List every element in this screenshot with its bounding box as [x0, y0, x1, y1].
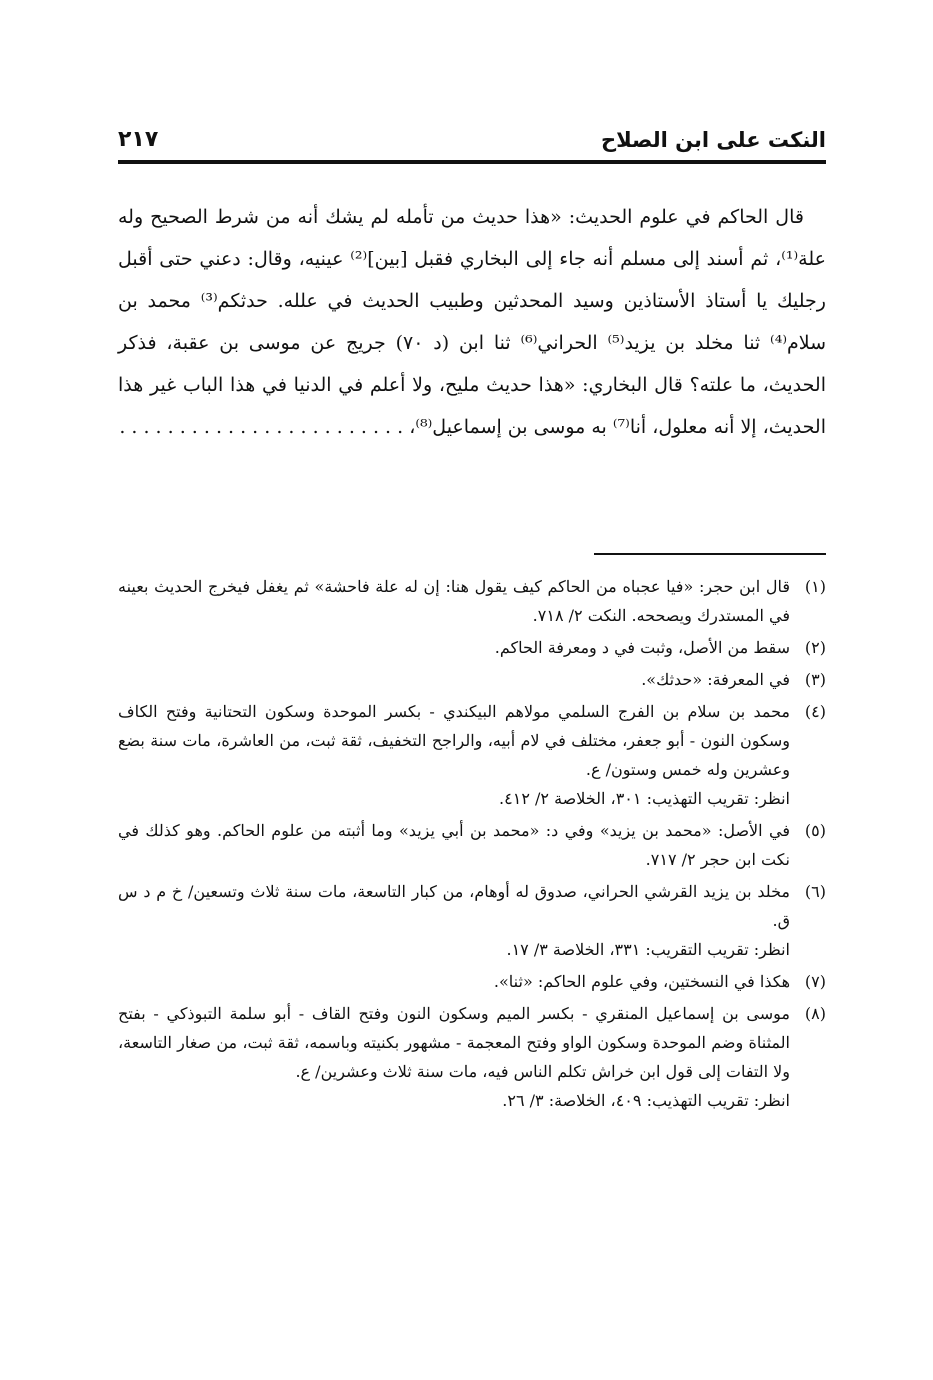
footnote-number: (٨) — [804, 1004, 826, 1023]
footnote-number: (٦) — [804, 882, 826, 901]
footnote-number: (٥) — [804, 821, 826, 840]
footnote-number: (١) — [804, 577, 826, 596]
footnote-reference: انظر: تقريب التهذيب: ٤٠٩، الخلاصة: ٣/ ٢٦. — [502, 1091, 790, 1110]
footnote-8 — [118, 999, 826, 1115]
footnote-separator — [594, 553, 826, 555]
footnote-number: (٢) — [804, 638, 826, 657]
footnotes-list — [118, 572, 826, 1118]
footnote-number: (٣) — [804, 670, 826, 689]
footnote-number: (٤) — [804, 702, 826, 721]
footnote-text: في الأصل: «محمد بن يزيد» وفي د: «محمد بن أبي يزيد» وما أثبته من علوم الحاكم. وهو كذلك في نكت ابن حجر ٢/ ٧١٧. — [118, 821, 791, 869]
footnote-text: في المعرفة: «حدثك». — [641, 670, 790, 689]
footnote-5 — [118, 816, 826, 874]
footnote-reference: انظر: تقريب التهذيب: ٣٠١، الخلاصة ٢/ ٤١٢. — [499, 789, 790, 808]
page-number: ٢١٧ — [118, 127, 159, 152]
footnote-7 — [118, 967, 826, 996]
main-paragraph: قال الحاكم في علوم الحديث: «هذا حديث من تأمله لم يشك أنه من شرط الصحيح وله علة⁽¹⁾، ثم أسند إلى مسلم أنه جاء إلى البخاري فقبل [بين]⁽²⁾ عينيه، وقال: دعني حتى أقبل رجليك يا أستاذ الأستاذين وسيد المحدثين وطبيب الحديث في علله. حدثكم⁽³⁾ محمد بن سلام⁽⁴⁾ ثنا مخلد بن يزيد⁽⁵⁾ الحراني⁽⁶⁾ ثنا ابن (د ٧٠) جريج عن موسى بن عقبة، فذكر الحديث، ما علته؟ قال البخاري: «هذا حديث مليح، ولا أعلم في الدنيا في هذا الباب غير هذا الحديث، إلا أنه معلول، أنا⁽⁷⁾ به موسى بن إسماعيل⁽⁸⁾، . . . . . . . . . . . . . . . . . . . . . . . . — [118, 206, 827, 438]
running-title: النكت على ابن الصلاح — [600, 128, 826, 152]
header-rule — [118, 160, 826, 164]
footnote-text: محمد بن سلام بن الفرج السلمي مولاهم البيكندي - بكسر الموحدة وسكون التحتانية وفتح الكاف وسكون النون - أبو جعفر، مختلف في لام أبيه، والراجح التخفيف، ثقة ثبت، من العاشرة، مات سنة بضع وعشرين وله خمس وستون/ ع. — [118, 702, 791, 779]
footnote-2 — [118, 633, 826, 662]
footnote-1 — [118, 572, 826, 630]
footnote-reference: انظر: تقريب التقريب: ٣٣١، الخلاصة ٣/ ١٧. — [506, 940, 790, 959]
footnote-3 — [118, 665, 826, 694]
footnote-text: مخلد بن يزيد القرشي الحراني، صدوق له أوهام، من كبار التاسعة، مات سنة ثلاث وتسعين/ خ م د س ق. — [118, 882, 790, 930]
footnote-text: هكذا في النسختين، وفي علوم الحاكم: «ثنا». — [493, 972, 790, 991]
page-header — [118, 120, 826, 160]
footnote-text: سقط من الأصل، وثبت في د ومعرفة الحاكم. — [494, 638, 790, 657]
footnote-number: (٧) — [804, 972, 826, 991]
footnote-6 — [118, 877, 826, 964]
footnote-4 — [118, 697, 826, 813]
footnote-text: موسى بن إسماعيل المنقري - بكسر الميم وسكون النون وفتح القاف - أبو سلمة التبوذكي - بفتح المثناة وضم الموحدة وسكون الواو وفتح المعجمة - مشهور بكنيته وباسمه، ثقة ثبت، من صغار التاسعة، ولا التفات إلى قول ابن خراش تكلم الناس فيه، مات سنة ثلاث وعشرين/ ع. — [118, 1004, 790, 1081]
footnote-text: قال ابن حجر: «فيا عجباه من الحاكم كيف يقول هنا: إن له علة فاحشة» ثم يغفل فيخرج الحديث بعينه في المستدرك ويصححه. النكت ٢/ ٧١٨. — [118, 577, 790, 625]
